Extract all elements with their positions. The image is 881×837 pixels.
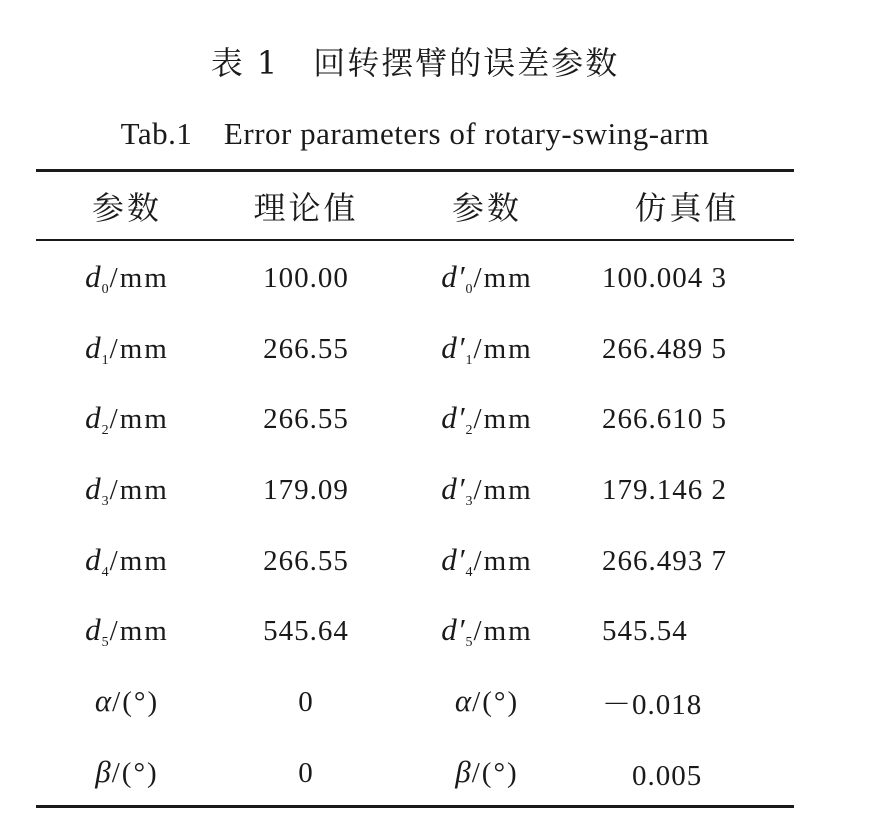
- theoretical-value-cell: 266.55: [263, 403, 349, 436]
- header-parameter: 参数: [91, 188, 162, 227]
- parameter-unit: /mm: [473, 544, 533, 577]
- parameter-subscript: 4: [465, 564, 474, 580]
- simulated-value-cell: 266.489 5: [602, 332, 727, 365]
- simulated-parameter-cell: [394, 667, 580, 738]
- parameter-unit: /(°): [472, 685, 520, 718]
- parameter-subscript: 5: [465, 635, 474, 651]
- theoretical-value-cell: 0: [298, 756, 314, 789]
- parameter-subscript: 0: [465, 281, 474, 297]
- simulated-parameter-cell: [394, 239, 580, 314]
- simulated-parameter-cell: [394, 384, 580, 455]
- theoretical-value-cell: 266.55: [263, 544, 349, 577]
- table-row: [36, 738, 794, 809]
- parameter-subscript: 5: [101, 635, 110, 651]
- table-row: [36, 596, 794, 667]
- header-theoretical-value: 理论值: [253, 188, 359, 227]
- simulated-value-cell: 0.005: [602, 759, 703, 792]
- parameter-symbol: d′: [441, 470, 466, 506]
- theoretical-value-cell: 179.09: [263, 473, 349, 506]
- theoretical-value-cell: 545.64: [263, 615, 349, 648]
- theoretical-parameter-cell: [36, 738, 218, 809]
- error-parameter-table: [36, 172, 794, 809]
- table-row: [36, 314, 794, 385]
- parameter-unit: /mm: [473, 332, 533, 365]
- parameter-unit: /mm: [109, 403, 169, 436]
- table-row: [36, 239, 794, 314]
- parameter-symbol: d′: [441, 258, 466, 294]
- parameter-symbol: d′: [441, 612, 466, 648]
- theoretical-value-cell: 0: [298, 685, 314, 718]
- parameter-unit: /(°): [112, 685, 160, 718]
- table-row: [36, 384, 794, 455]
- simulated-parameter-cell: [394, 596, 580, 667]
- theoretical-value-cell: 100.00: [263, 261, 349, 294]
- table-row: [36, 667, 794, 738]
- parameter-symbol: α: [94, 682, 113, 718]
- parameter-subscript: 0: [101, 281, 110, 297]
- parameter-unit: /mm: [473, 261, 533, 294]
- simulated-parameter-cell: [394, 738, 580, 809]
- parameter-symbol: d: [85, 258, 102, 294]
- parameter-symbol: d: [85, 400, 102, 436]
- table-caption-chinese: 表 1 回转摆臂的误差参数: [210, 44, 620, 82]
- table-row: [36, 455, 794, 526]
- simulated-parameter-cell: [394, 455, 580, 526]
- theoretical-parameter-cell: [36, 667, 218, 738]
- parameter-subscript: 2: [101, 423, 110, 439]
- parameter-unit: /(°): [471, 756, 519, 789]
- simulated-parameter-cell: [394, 314, 580, 385]
- parameter-unit: /mm: [109, 473, 169, 506]
- parameter-symbol: d′: [441, 329, 466, 365]
- parameter-symbol: d: [85, 329, 102, 365]
- header-row: [36, 172, 794, 239]
- parameter-symbol: d′: [441, 541, 466, 577]
- simulated-value-cell: 545.54: [602, 615, 688, 648]
- parameter-unit: /mm: [109, 332, 169, 365]
- parameter-symbol: β: [455, 753, 472, 789]
- simulated-value-cell: 179.146 2: [602, 473, 727, 506]
- theoretical-parameter-cell: [36, 384, 218, 455]
- simulated-parameter-cell: [394, 526, 580, 597]
- theoretical-parameter-cell: [36, 526, 218, 597]
- table-row: [36, 526, 794, 597]
- table-caption-english: Tab.1 Error parameters of rotary-swing-arm: [120, 116, 710, 151]
- simulated-value-cell: 266.493 7: [602, 544, 727, 577]
- parameter-subscript: 2: [465, 423, 474, 439]
- parameter-symbol: α: [454, 682, 473, 718]
- parameter-unit: /mm: [473, 403, 533, 436]
- simulated-value-cell: 100.004 3: [602, 261, 727, 294]
- theoretical-parameter-cell: [36, 596, 218, 667]
- parameter-subscript: 3: [101, 493, 110, 509]
- theoretical-parameter-cell: [36, 239, 218, 314]
- header-parameter-sim: 参数: [451, 188, 522, 227]
- parameter-symbol: d: [85, 541, 102, 577]
- theoretical-value-cell: 266.55: [263, 332, 349, 365]
- theoretical-parameter-cell: [36, 455, 218, 526]
- parameter-symbol: β: [95, 753, 112, 789]
- parameter-unit: /(°): [111, 756, 159, 789]
- parameter-unit: /mm: [473, 615, 533, 648]
- parameter-subscript: 1: [101, 352, 110, 368]
- theoretical-parameter-cell: [36, 314, 218, 385]
- simulated-value-cell: －0.018: [602, 688, 703, 721]
- parameter-subscript: 1: [465, 352, 474, 368]
- parameter-subscript: 4: [101, 564, 110, 580]
- parameter-subscript: 3: [465, 493, 474, 509]
- parameter-unit: /mm: [473, 473, 533, 506]
- parameter-symbol: d: [85, 470, 102, 506]
- parameter-unit: /mm: [109, 615, 169, 648]
- simulated-value-cell: 266.610 5: [602, 403, 727, 436]
- parameter-symbol: d′: [441, 400, 466, 436]
- header-simulated-value: 仿真值: [634, 188, 740, 227]
- parameter-unit: /mm: [109, 261, 169, 294]
- parameter-symbol: d: [85, 612, 102, 648]
- parameter-unit: /mm: [109, 544, 169, 577]
